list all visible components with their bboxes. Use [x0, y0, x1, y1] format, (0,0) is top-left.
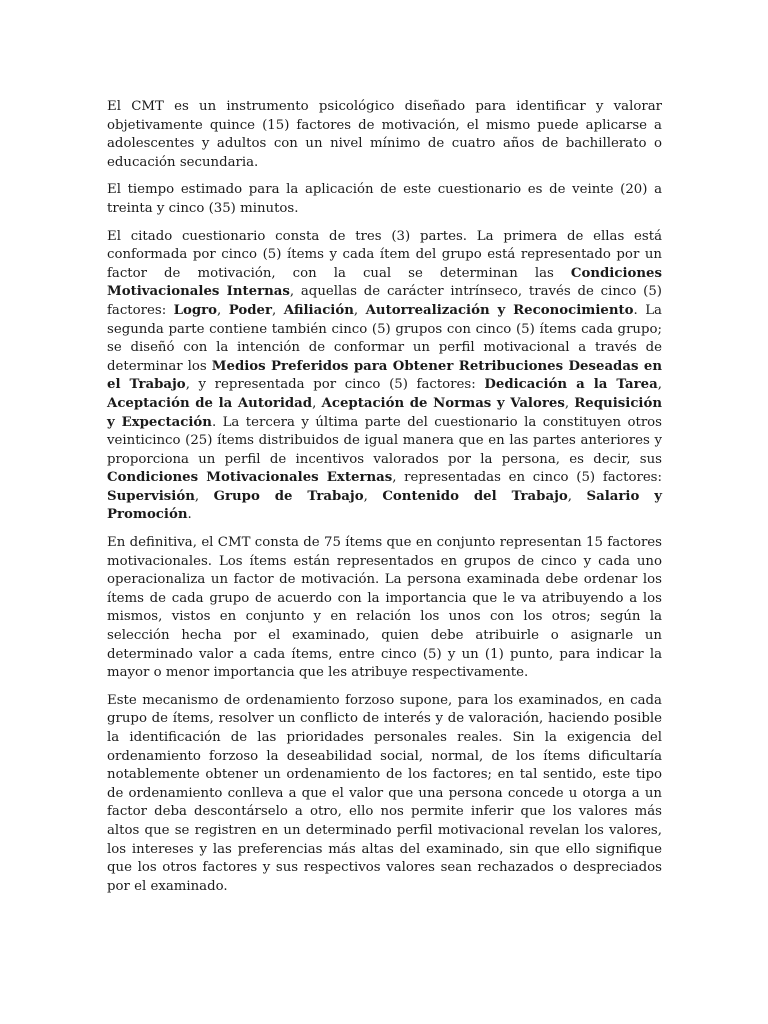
bold-term: Aceptación de la Autoridad — [107, 395, 313, 411]
paragraph-2 — [107, 181, 662, 218]
text-run: , — [363, 488, 383, 504]
bold-term: Grupo de Trabajo — [213, 488, 364, 504]
text-run: El CMT es un instrumento psicológico diseñado para identificar y valorar objetivamente quince (15) factores de motivación, el mismo puede aplicarse a adolescentes y adultos con un nivel mínimo de cuatro años de bachillerato o educación secundaria. — [107, 99, 662, 170]
text-run: En definitiva, el CMT consta de 75 ítems que en conjunto representan 15 factores motivacionales. Los ítems están representados en grupos de cinco y cada uno operacionaliza un factor de motivación. La persona examinada debe ordenar los ítems de cada grupo de acuerdo con la importancia que le va atribuyendo a los mismos, vistos en conjunto y en relación los unos con los otros; según la selección hecha por el examinado, quien debe atribuirle o asignarle un determinado valor a cada ítems, entre cinco (5) y un (1) punto, para indicar la mayor o menor importancia que les atribuye respectivamente. — [107, 535, 662, 681]
bold-term: Condiciones Motivacionales Internas — [107, 265, 662, 300]
bold-term: Autorrealización y Reconocimiento — [365, 302, 634, 318]
paragraph-4 — [107, 534, 662, 683]
text-run: . La tercera y última parte del cuestionario la constituyen otros veinticinco (25) ítems distribuidos de igual manera que en las partes anteriores y proporciona un perfil de incentivos valorados por la persona, es decir, sus — [107, 414, 663, 467]
bold-term: Medios Preferidos para Obtener Retribuciones Deseadas en el Trabajo — [107, 358, 662, 393]
bold-term: Requisición y Expectación — [107, 395, 662, 430]
document-body — [107, 98, 662, 905]
bold-term: Dedicación a la Tarea — [484, 377, 658, 393]
text-run: , — [312, 395, 322, 411]
bold-term: Afiliación — [283, 302, 354, 318]
text-run: El tiempo estimado para la aplicación de este cuestionario es de veinte (20) a treinta y cinco (35) minutos. — [107, 182, 662, 216]
text-run: El citado cuestionario consta de tres (3) partes. La primera de ellas está conformada por cinco (5) ítems y cada ítem del grupo está representado por un factor de motivación, con la cual se determinan las — [107, 228, 662, 281]
text-run: , representadas en cinco (5) factores: — [392, 470, 662, 486]
paragraph-5 — [107, 692, 662, 897]
bold-term: Aceptación de Normas y Valores — [321, 395, 565, 411]
text-run: , — [194, 488, 214, 504]
text-run: , — [657, 377, 662, 393]
paragraph-3 — [107, 228, 662, 526]
text-run: , — [567, 488, 587, 504]
bold-term: Poder — [228, 302, 273, 318]
paragraph-1 — [107, 98, 662, 172]
text-run: . — [187, 507, 192, 523]
text-run: , — [353, 302, 366, 318]
text-run: . La segunda parte contiene también cinco (5) grupos con cinco (5) ítems cada grupo; se diseñó con la intención de conformar un perfil motivacional a través de determinar los — [107, 302, 662, 374]
text-run: , — [272, 302, 284, 318]
text-run: , aquellas de carácter intrínseco, través de cinco (5) factores: — [107, 284, 662, 318]
text-run: , — [217, 302, 229, 318]
bold-term: Contenido del Trabajo — [382, 488, 568, 504]
text-run: , y representada por cinco (5) factores: — [185, 377, 485, 393]
bold-term: Salario y Promoción — [107, 488, 662, 523]
bold-term: Supervisión — [107, 488, 195, 504]
text-run: Este mecanismo de ordenamiento forzoso supone, para los examinados, en cada grupo de ítems, resolver un conflicto de interés y de valoración, haciendo posible la identificación de las prioridades personales reales. Sin la exigencia del ordenamiento forzoso la deseabilidad social, normal, de los ítems dificultaría notablemente obtener un ordenamiento de los factores; en tal sentido, este tipo de ordenamiento conlleva a que el valor que una persona concede u otorga a un factor deba descontárselo a otro, ello nos permite inferir que los valores más altos que se registren en un determinado perfil motivacional revelan los valores, los intereses y las preferencias más altas del examinado, sin que ello signifique que los otros factores y sus respectivos valores sean rechazados o despreciados por el examinado. — [107, 692, 662, 894]
text-run: , — [564, 395, 575, 411]
bold-term: Condiciones Motivacionales Externas — [107, 470, 393, 486]
bold-term: Logro — [173, 302, 218, 318]
